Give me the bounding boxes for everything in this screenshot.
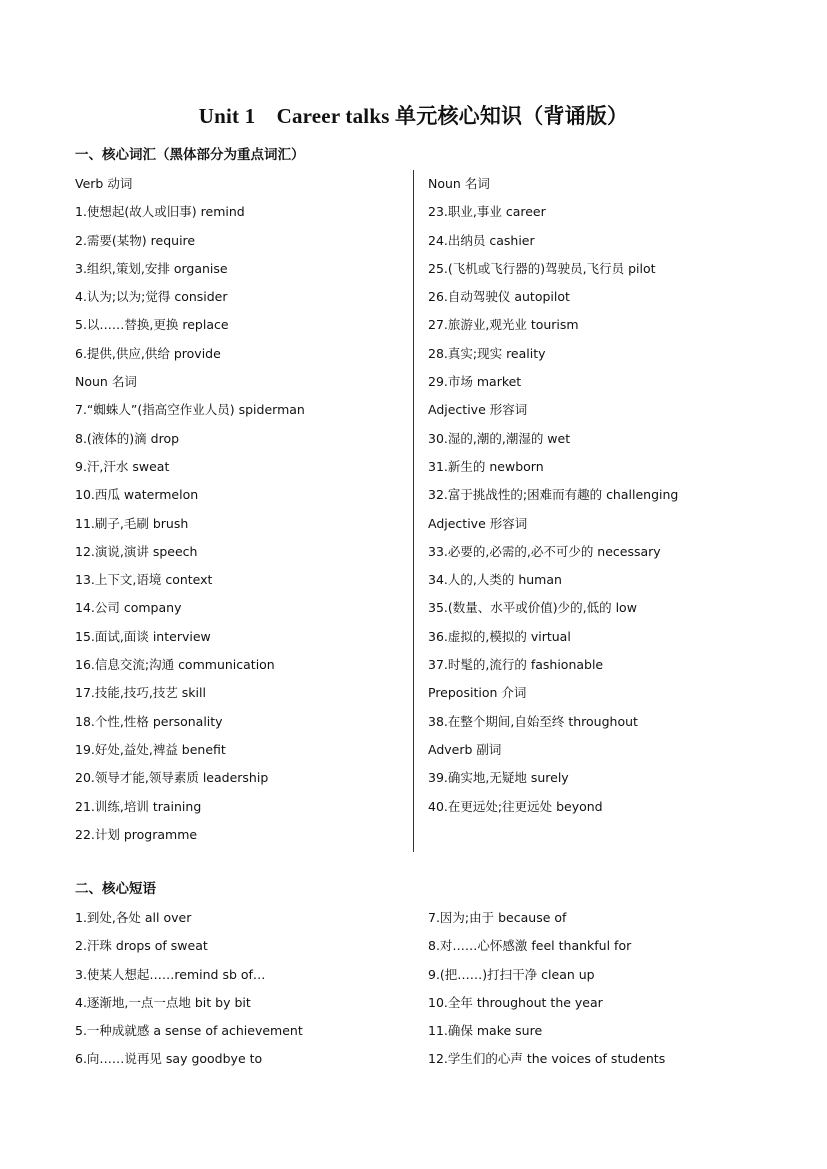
vocab-entry: 11.刷子,毛刷 brush xyxy=(75,515,189,531)
vocab-entry: 17.技能,技巧,技艺 skill xyxy=(75,685,206,701)
vocab-entry: 40.在更远处;往更远处 beyond xyxy=(428,798,603,814)
vocab-column-right xyxy=(428,170,763,821)
vocab-entry: 13.上下文,语境 context xyxy=(75,572,213,588)
phrase-entry: 7.因为;由于 because of xyxy=(428,910,567,925)
phrase-entry: 5.一种成就感 a sense of achievement xyxy=(75,1023,303,1039)
vocab-entry: 29.市场 market xyxy=(428,374,522,390)
vocab-entry: 23.职业,事业 career xyxy=(428,204,546,220)
vocab-entry: 14.公司 company xyxy=(75,600,182,616)
vocab-column-left xyxy=(75,170,410,849)
vocab-entry: 39.确实地,无疑地 surely xyxy=(428,770,569,786)
phrase-entry: 2.汗珠 drops of sweat xyxy=(75,938,208,954)
vocab-entry: Adjective 形容词 xyxy=(428,402,528,418)
vocab-entry: 1.使想起(故人或旧事) remind xyxy=(75,204,245,220)
column-divider xyxy=(413,170,414,852)
vocab-entry: 19.好处,益处,裨益 benefit xyxy=(75,741,226,757)
vocab-entry: 30.湿的,潮的,潮湿的 wet xyxy=(428,430,571,446)
vocab-entry: Preposition 介词 xyxy=(428,685,527,701)
vocab-entry: Noun 名词 xyxy=(428,176,490,191)
vocab-entry: 24.出纳员 cashier xyxy=(428,232,535,248)
vocab-entry: 35.(数量、水平或价值)少的,低的 low xyxy=(428,600,637,616)
section-heading-phrases: 二、核心短语 xyxy=(75,881,156,897)
vocab-entry: Verb 动词 xyxy=(75,176,133,191)
vocab-entry: 25.(飞机或飞行器的)驾驶员,飞行员 pilot xyxy=(428,260,656,276)
vocab-entry: 20.领导才能,领导素质 leadership xyxy=(75,770,269,786)
vocab-entry: Noun 名词 xyxy=(75,374,137,390)
phrase-entry: 3.使某人想起……remind sb of… xyxy=(75,966,266,982)
phrase-entry: 10.全年 throughout the year xyxy=(428,994,603,1010)
phrase-column-left xyxy=(75,904,410,1074)
section-heading-vocabulary: 一、核心词汇（黑体部分为重点词汇） xyxy=(75,147,305,163)
vocab-entry: 38.在整个期间,自始至终 throughout xyxy=(428,713,638,729)
page-title: Unit 1 Career talks 单元核心知识（背诵版） xyxy=(198,104,629,128)
phrase-entry: 12.学生们的心声 the voices of students xyxy=(428,1051,666,1067)
vocab-entry: 28.真实;现实 reality xyxy=(428,345,546,361)
vocab-entry: 37.时髦的,流行的 fashionable xyxy=(428,657,604,673)
vocab-entry: 6.提供,供应,供给 provide xyxy=(75,345,221,361)
vocab-entry: Adjective 形容词 xyxy=(428,515,528,531)
vocab-entry: 16.信息交流;沟通 communication xyxy=(75,657,275,673)
vocab-entry: 10.西瓜 watermelon xyxy=(75,487,199,503)
phrase-entry: 6.向……说再见 say goodbye to xyxy=(75,1051,263,1067)
vocab-entry: 4.认为;以为;觉得 consider xyxy=(75,289,228,305)
vocab-entry: 8.(液体的)滴 drop xyxy=(75,430,180,446)
vocab-entry: 12.演说,演讲 speech xyxy=(75,543,198,559)
vocab-entry: 22.计划 programme xyxy=(75,826,198,842)
vocab-entry: 15.面试,面谈 interview xyxy=(75,628,211,644)
vocab-entry: 5.以……替换,更换 replace xyxy=(75,317,229,333)
phrase-entry: 8.对……心怀感激 feel thankful for xyxy=(428,938,632,954)
vocab-entry: 34.人的,人类的 human xyxy=(428,572,562,588)
vocab-entry: 36.虚拟的,模拟的 virtual xyxy=(428,628,571,644)
vocab-entry: 21.训练,培训 training xyxy=(75,798,202,814)
vocab-entry: 32.富于挑战性的;困难而有趣的 challenging xyxy=(428,487,679,503)
vocab-entry: Adverb 副词 xyxy=(428,741,502,757)
vocab-entry: 3.组织,策划,安排 organise xyxy=(75,260,228,276)
vocab-entry: 26.自动驾驶仪 autopilot xyxy=(428,289,570,305)
phrase-entry: 11.确保 make sure xyxy=(428,1023,543,1039)
vocab-entry: 27.旅游业,观光业 tourism xyxy=(428,317,579,333)
vocab-entry: 31.新生的 newborn xyxy=(428,458,544,474)
vocab-entry: 33.必要的,必需的,必不可少的 necessary xyxy=(428,543,661,559)
phrase-entry: 9.(把……)打扫干净 clean up xyxy=(428,966,595,982)
vocab-entry: 7.“蜘蛛人”(指高空作业人员) spiderman xyxy=(75,402,305,418)
phrase-entry: 1.到处,各处 all over xyxy=(75,910,192,925)
vocab-entry: 9.汗,汗水 sweat xyxy=(75,458,170,474)
phrase-entry: 4.逐渐地,一点一点地 bit by bit xyxy=(75,994,251,1010)
vocab-entry: 2.需要(某物) require xyxy=(75,232,196,248)
phrase-column-right xyxy=(428,904,763,1074)
vocab-entry: 18.个性,性格 personality xyxy=(75,713,223,729)
